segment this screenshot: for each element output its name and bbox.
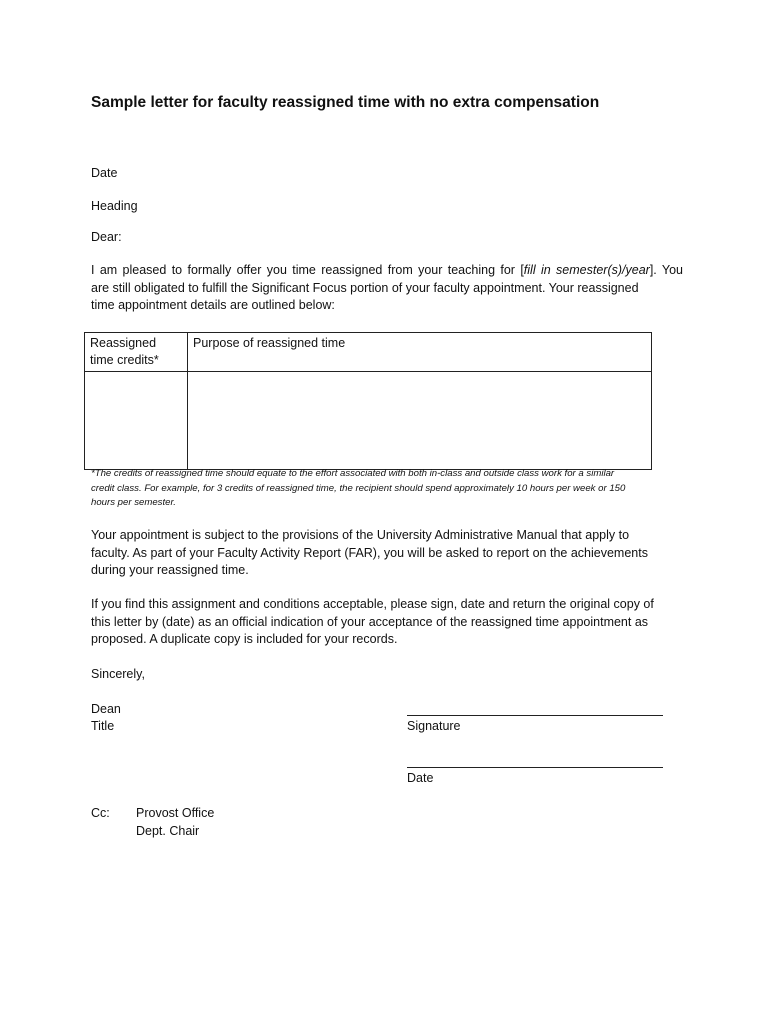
cc-recipient-provost: Provost Office [136, 806, 215, 820]
footnote-line-2: credit class. For example, for 3 credits of reassigned time, the recipient should spend approximately 10 hours per week or 150 [91, 482, 626, 494]
footnote-line-3: hours per semester. [91, 497, 176, 508]
heading-placeholder: Heading [91, 199, 138, 213]
intro-line-3: time appointment details are outlined below: [91, 298, 335, 312]
acceptance-line-2: this letter by (date) as an official indication of your acceptance of the reassigned time appointment as [91, 614, 649, 629]
appointment-paragraph [91, 527, 683, 580]
acceptance-line-1: If you find this assignment and conditions acceptable, please sign, date and return the original copy of [91, 597, 654, 611]
footnote-line-1: *The credits of reassigned time should equate to the effort associated with both in-class and outside class work for a similar [91, 468, 615, 479]
credits-header-line-2: time credits* [90, 353, 159, 367]
intro-line-1-end: ]. You [649, 263, 683, 277]
credits-header-cell [85, 333, 188, 372]
credits-header-line-1: Reassigned [90, 336, 157, 350]
acceptance-line-3: proposed. A duplicate copy is included for your records. [91, 632, 398, 646]
signer-name: Dean [91, 702, 121, 716]
intro-line-1-start: I am pleased to formally offer you time reassigned from your teaching for [ [91, 263, 524, 277]
page-title: Sample letter for faculty reassigned time with no extra compensation [91, 94, 600, 111]
closing: Sincerely, [91, 667, 145, 681]
signature-line[interactable] [407, 715, 663, 716]
signature-date-label: Date [407, 771, 434, 785]
credits-value-cell[interactable] [85, 372, 188, 470]
purpose-header: Purpose of reassigned time [193, 336, 346, 350]
table-header-row [85, 333, 652, 372]
signature-label: Signature [407, 719, 461, 733]
appointment-line-1: Your appointment is subject to the provisions of the University Administrative Manual that apply to [91, 528, 630, 542]
acceptance-paragraph [91, 596, 683, 649]
table-row [85, 372, 652, 470]
cc-recipients [136, 805, 214, 840]
signer-title: Title [91, 719, 115, 733]
purpose-value-cell[interactable] [188, 372, 652, 470]
cc-label: Cc: [91, 806, 110, 820]
credits-footnote [91, 467, 671, 511]
semester-year-placeholder: fill in semester(s)/year [523, 263, 650, 277]
date-placeholder: Date [91, 166, 118, 180]
intro-line-1 [91, 262, 683, 280]
intro-paragraph [91, 262, 683, 315]
date-signature-line[interactable] [407, 767, 663, 768]
appointment-line-2: faculty. As part of your Faculty Activity Report (FAR), you will be asked to report on the achievements [91, 545, 648, 560]
cc-recipient-chair: Dept. Chair [136, 823, 200, 838]
purpose-header-cell [188, 333, 652, 372]
appointment-line-3: during your reassigned time. [91, 563, 249, 577]
reassigned-time-table [84, 332, 652, 470]
salutation: Dear: [91, 230, 122, 244]
intro-line-2: are still obligated to fulfill the Significant Focus portion of your faculty appointment. Your reassigned [91, 280, 639, 295]
